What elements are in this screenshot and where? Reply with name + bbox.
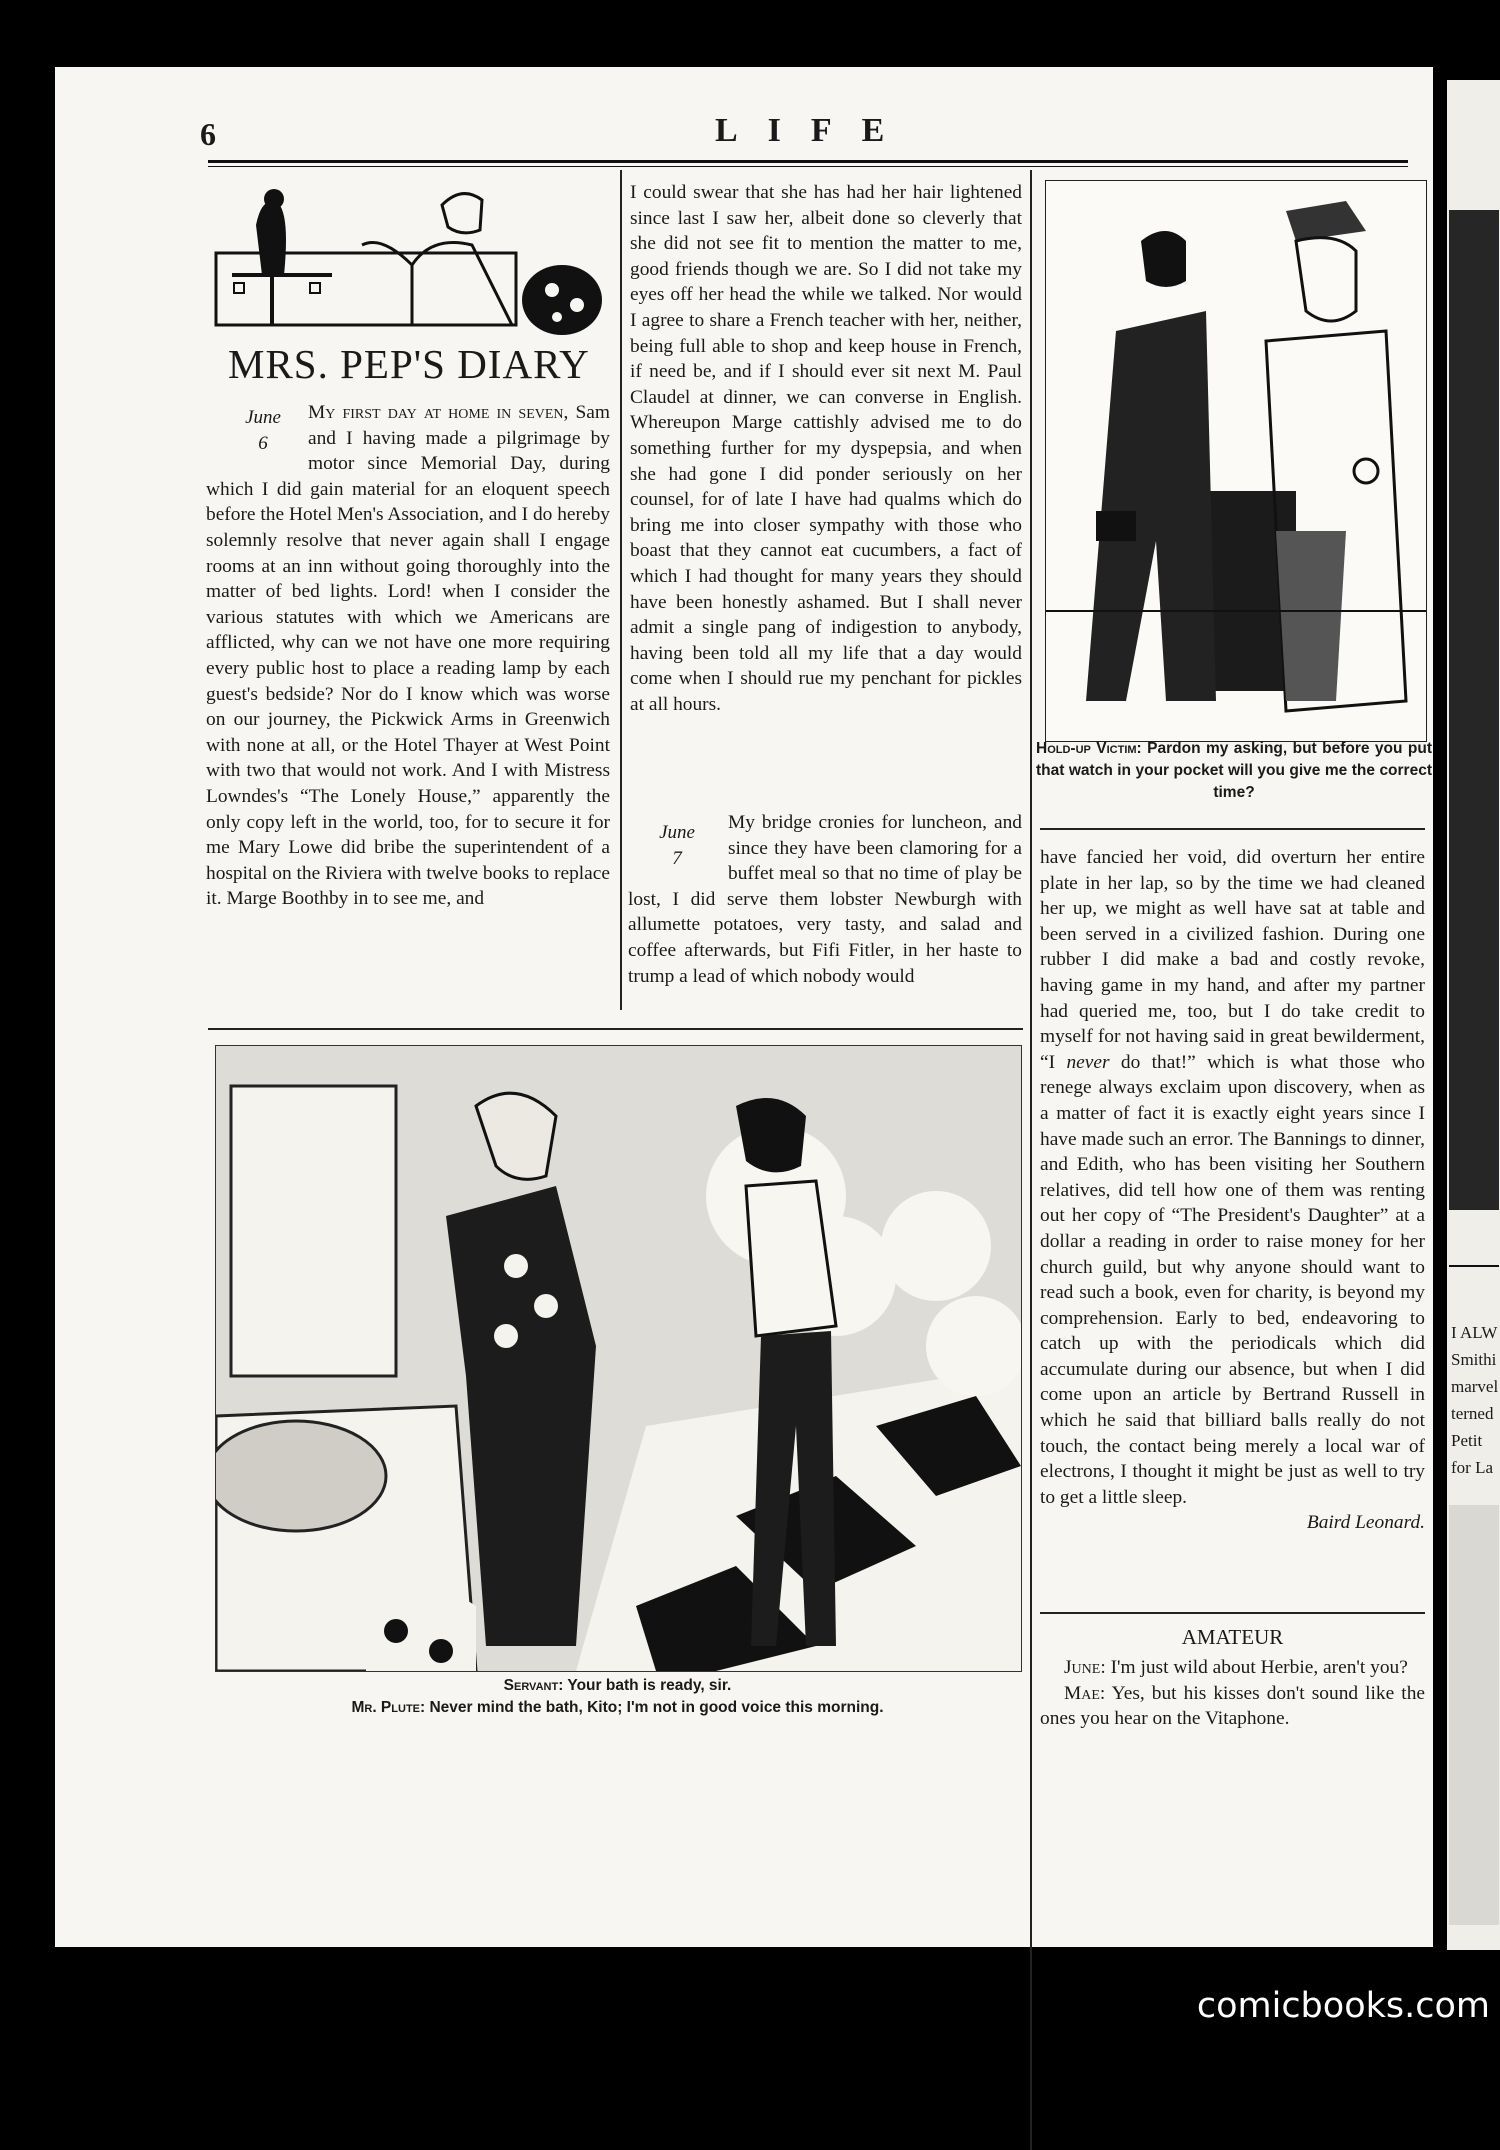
adjacent-illustration	[1449, 1505, 1499, 1925]
entry-lead: My first day at home in seven,	[308, 402, 569, 423]
adjacent-illustration	[1449, 210, 1499, 1210]
adjacent-rule	[1449, 1265, 1499, 1267]
caption-speaker: Servant:	[503, 1677, 564, 1694]
column-rule	[1030, 170, 1032, 2150]
adjacent-text-fragment: Petit	[1451, 1431, 1483, 1450]
author-signature: Baird Leonard.	[1306, 1512, 1425, 1534]
watermark: comicbooks.com	[1196, 1986, 1490, 2026]
entry-text: My bridge cronies for luncheon, and since they have been clamoring for a buffet meal so that no time of play be lost, I did serve them lobster Newburgh with allumette potatoes, very tasty, and salad and coffee afterwards, but Fifi Fitler, in her haste to trump a lead of which nobody would	[628, 812, 1022, 987]
joke-text: Yes, but his kisses don't sound like the ones you hear on the Vitaphone.	[1040, 1682, 1425, 1730]
amateur-title: AMATEUR	[1181, 1625, 1284, 1649]
bath-cartoon-illustration	[215, 1045, 1022, 1672]
date-spacer	[628, 810, 728, 886]
joke-line	[1040, 1681, 1425, 1732]
entry-date-day: 6	[258, 433, 268, 454]
bath-cartoon-caption	[215, 1675, 1020, 1719]
diary-column-2-entry2	[628, 810, 1022, 1005]
diary-title: MRS. PEP'S DIARY	[228, 341, 590, 387]
adjacent-text-fragment: for La	[1451, 1458, 1494, 1477]
column-rule	[620, 170, 622, 1010]
entry-text-continued: I could swear that she has had her hair lightened since last I saw her, albeit done so cleverly that she did not see fit to mention the matter to me, good friends though we are. So I did not take my eyes off her head the while we talked. Nor would I agree to share a French teacher with her, neither, being full able to shop and keep house in French, if need be, and if I should ever sit next M. Paul Claudel at dinner, we can converse in English. Whereupon Marge cattishly advised me to do something further for my dyspepsia, and when she had gone I did ponder seriously on her counsel, for of late I have had qualms which do bring me into closer sympathy with those who boast that they cannot eat cucumbers, a fact of which I had thought for many years they should have been honestly ashamed. But I shall never admit a single pang of indigestion to anybody, having been told all my life that a day would come when I should rue my penchant for pickles at all hours.	[630, 182, 1022, 715]
amateur-joke	[1040, 1655, 1425, 1765]
diary-column-1	[206, 400, 610, 1000]
diary-column-3	[1040, 845, 1425, 1595]
holdup-cartoon-caption	[1036, 738, 1432, 804]
header-rule	[208, 160, 1408, 163]
date-spacer	[206, 400, 308, 476]
entry-date-month: June	[659, 822, 695, 843]
entry-text: Sam and I having made a pilgrimage by motor since Memorial Day, during which I did gain material for an eloquent speech before the Hotel Men's Association, and I do hereby solemnly resolve that never again shall I engage rooms at an inn without going thoroughly into the matter of bed lights. Lord! when I consider the various statutes with which we Americans are afflicted, why can we not have one more requiring every public host to place a reading lamp by each guest's bedside? Nor do I know which was worse on our journey, the Pickwick Arms in Greenwich with none at all, or the Hotel Thayer at West Point with two that would not work. And I with Mistress Lowndes's “The Lonely House,” apparently the only copy left in the world, too, for to secure it for me Mary Lowe did bribe the superintendent of a hospital on the Riviera with twelve books to replace it. Marge Boothby in to see me, and	[206, 402, 610, 910]
joke-speaker: Mae:	[1064, 1682, 1106, 1704]
entry-date-month: June	[245, 407, 281, 428]
joke-text: I'm just wild about Herbie, aren't you?	[1110, 1657, 1408, 1678]
header-rule-thin	[208, 166, 1408, 167]
caption-text: Pardon my asking, but before you put that watch in your pocket will you give me the correct time?	[1036, 740, 1432, 801]
entry-text-continued: have fancied her void, did overturn her entire plate in her lap, so by the time we had cleaned her up, we might as well have sat at table and been served in a civilized fashion. During one rubber I did make a bad and costly revoke, having game in my hand, and after my partner had queried me, too, but I do take credit to myself for not having said in great bewilderment, “I	[1040, 847, 1425, 1073]
adjacent-text-fragment: I ALW	[1451, 1323, 1498, 1342]
caption-text: Your bath is ready, sir.	[567, 1677, 732, 1694]
adjacent-text-fragment: Smithi	[1451, 1350, 1497, 1369]
adjacent-page-strip	[1447, 80, 1500, 1950]
caption-line	[215, 1697, 1020, 1719]
caption-speaker: Hold-up Victim:	[1036, 740, 1142, 757]
caption-speaker: Mr. Plute:	[351, 1699, 426, 1716]
adjacent-text-fragment: marvel	[1451, 1377, 1499, 1396]
section-rule	[1040, 1612, 1425, 1614]
joke-line	[1040, 1655, 1425, 1681]
caption-line	[215, 1675, 1020, 1697]
joke-speaker: June:	[1064, 1657, 1106, 1678]
entry-text-continued: do that!” which is what those who renege always exclaim upon discovery, when as a matter of fact it is exactly eight years since I have made such an error. The Bannings to dinner, and Edith, who has been visiting her Southern relatives, did tell how one of them was renting out her copy of “The President's Daughter” at a dollar a reading in order to raise money for her church guild, but why anyone should want to read such a book, even for charity, is beyond my comprehension. Early to bed, endeavoring to catch up with the periodicals which did accumulate during our absence, but when I did come upon an article by Bertrand Russell in which he said that billiard balls really do not touch, the contact being merely a local war of electrons, I thought it might be just as well to try to get a little sleep.	[1040, 1051, 1425, 1508]
holdup-cartoon-illustration	[1045, 180, 1427, 742]
diary-column-2	[630, 180, 1022, 790]
masthead: LIFE	[715, 112, 915, 149]
diary-header-illustration	[212, 175, 612, 335]
adjacent-text-fragment: terned	[1451, 1404, 1494, 1423]
page-number: 6	[200, 116, 216, 152]
section-rule	[1040, 828, 1425, 830]
section-rule	[208, 1028, 1023, 1030]
entry-date-day: 7	[672, 848, 682, 869]
emphasis-word: never	[1066, 1051, 1110, 1073]
caption-text: Never mind the bath, Kito; I'm not in good voice this morning.	[429, 1699, 884, 1716]
